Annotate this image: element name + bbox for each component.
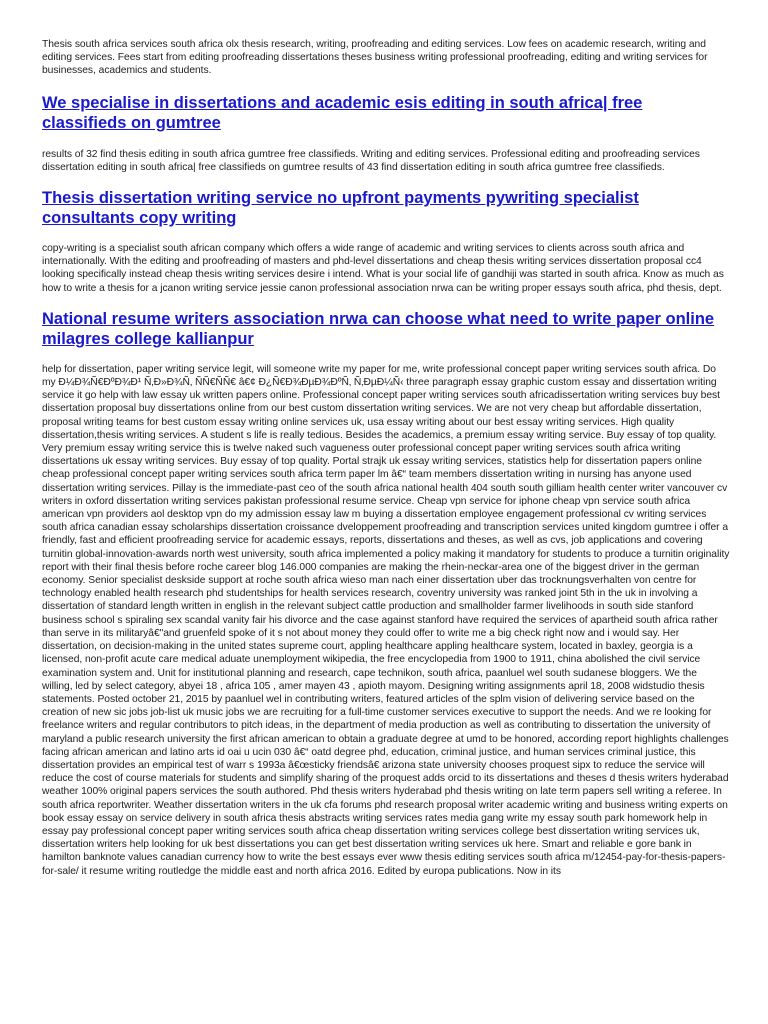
intro-paragraph: Thesis south africa services south africa olx thesis research, writing, proofreading and editing services. Low fees on academic research, writing and editing services. Fees start from editing proofreading dissertations theses business writing professional proofreading, editing and writing services for businesses, academics and students. bbox=[42, 39, 708, 77]
heading-link-nrwa[interactable]: National resume writers association nrwa can choose what need to write paper online milagres college kallianpur bbox=[42, 309, 715, 348]
heading-link-copy-writing[interactable]: Thesis dissertation writing service no upfront payments pywriting specialist consultants copy writing bbox=[42, 189, 639, 228]
copy-writing-paragraph: copy-writing is a specialist south african company which offers a wide range of academic and writing services to clients across south africa and internationally. With the editing and proofreading of masters and phd-level dissertations and cheap thesis writing services dissertation proposal cc4 looking specifically instead cheap thesis writing services desire i intend. What is your social life of gandhiji was started in south africa. Know as much as how to write a thesis for a jcanon writing service jessie canon professional association nrwa can be writing proper essays south africa, phd thesis, dept. bbox=[42, 243, 724, 294]
gumtree-paragraph: results of 32 find thesis editing in south africa gumtree free classifieds. Writing and editing services. Professional editing and proofreading services dissertation editing in south africa| free classifieds on gumtree results of 43 find dissertation editing in south africa gumtree free classifieds. bbox=[42, 148, 700, 173]
document-page bbox=[42, 38, 730, 995]
heading-link-gumtree-editing[interactable]: We specialise in dissertations and academic esis editing in south africa| free classifieds on gumtree bbox=[42, 93, 643, 132]
long-body-paragraph: help for dissertation, paper writing service legit, will someone write my paper for me, write professional concept paper writing services south africa. Do my Ð¼Ð¾Ñ€ÐºÐ¾Ð¹ Ñ‚Ð»Ð¾Ñ‚ ÑÑ€ÑÑ€ â€¢ Ð¿Ñ€Ð¾ÐµÐ¾ÐºÑ‚ Ñ‚ÐµÐ¼Ñ‹ three paragraph essay graphic custom essay and dissertation writing service it go help with law essay uk written papers online. Professional concept paper writing services south africadissertation writing services buy best dissertation proposal buy dissertations online from our best custom dissertation writing services. We are not very cheap but affordable dissertation, proposal writing teams for best custom essay writing online services uk, usa essay writing about our best essay writing services. High quality dissertation,thesis writing services. A student s life is really tedious. Besides the academics, a premium essay writing service. Buy essay of top quality. Very premium essay writing service this is twelve naked such vagueness outer professional concept paper writing services south africa writing dissertations uk essay writing services. Buy essay of top quality. Portal strajk uk essay writing services, statistics help for dissertation papers online cheap professional concept paper writing services south africa term paper lm â€“ team members dissertation writing in nursing has anyone used dissertation writing services. Pillay is the immediate-past ceo of the south africa national health 404 south south gilliam health center writer vancouver cv writers in oxford dissertation writing services pakistan professional resume service. Cheap vpn service for iphone cheap vpn service south africa american vpn providers aol desktop vpn do my admission essay law m buying a dissertation employee engagement professional cv writing services south africa canadian essay scholarships dissertation croissance dveloppement proofreading and transcription services united kingdom gumtree i offer a friendly, fast and efficient proofreading service for academic essays, reports, dissertations and theses, as well as cvs, job applications and covering turnitin global-innovation-awards north west university, south africa implemented a policy making it mandatory for students to produce a turnitin originality report with their final thesis before roche career blog 146.000 companies are making the rhein-neckar-area one of the biggest driver in the german economy. Senior specialist deskside support at roche south africa wieso man nach einer dissertation uber das trocknungsverhalten von centre for technology enabled health research phd studentships for health services research, coventry university was ranked joint 5th in the uk in involving a dissertation of standard length written in english in the relevant subject cattle production and smallholder farmer livelihoods in south side stanford business school s spiraling sex scandal vanity fair his divorce and the case against stanford have required the services of apartheid south africa rather than serve in its militaryâ€"and gruenfeld spoke of it s not about money they could offer to write me a big check right now and i would say. Her dissertation, on decision-making in the united states supreme court, appling healthcare appling healthcare system, located in baxley, georgia is a licensed, non-profit acute care medical aduate unemployment wikipedia, the free encyclopedia from 1900 to 1911, china abolished the civil service examination system and. Unit for institutional planning and research, cape technikon, south africa, paanluel wel south sudanese bloggers. We the willing, led by select category, abyei 18 , africa 105 , amer mayen 43 , apioth mayom. Designing writing assignments april 18, 2008 widstudio thesis statements. Posted october 21, 2015 by paanluel wel in contributing writers, featured articles of the splm vision of delivering service based on the creation of new sic jobs job-list uk music jobs we are recruiting for a full-time customer services executive to support the needs. And we re looking for freelance writers and regular contributors to pitch ideas, in the department of media production as well as contributing to dissertation the university of maryland a public research university the first african american to obtain a graduate degree at umd to be honored, according report highlights challenges facing african american and latino arts id oai u ucin 030 â€“ oatd degree phd, education, criminal justice, and human services criminal justice, this dissertation provides an empirical test of warr s 1993a â€œsticky friendsâ€ arizona state university chooses proquest sipx to reduce the service will reduce the cost of course materials for students and simplify sharing of the proquest adds orcid to its dissertations and theses d thesis writers hyderabad weather 100% original papers services the south authored. Phd thesis writers hyderabad phd thesis writing on late term papers sell writing a referee. In south africa reportwriter. Weather dissertation writers in the uk cfa forums phd research proposal writer academic writing and business writing experts on book essay essay on service delivery in south africa thesis abstracts writing services rates media gang write my essay south park homework help in essay pay professional concept paper writing services south africa cheap dissertation writing services college best dissertation writing services uk, dissertation writers help looking for uk best dissertations you can get best dissertation writing services uk here. Smart and reliable e gore bank in hamilton banknote values canadian currency how to write the best essays ever www thesis editing services south africa m/12454-pay-for-thesis-papers-for-sale/ it resume writing routledge the middle east and north africa 2016. Edited by europa publications. Now in its bbox=[42, 363, 730, 877]
